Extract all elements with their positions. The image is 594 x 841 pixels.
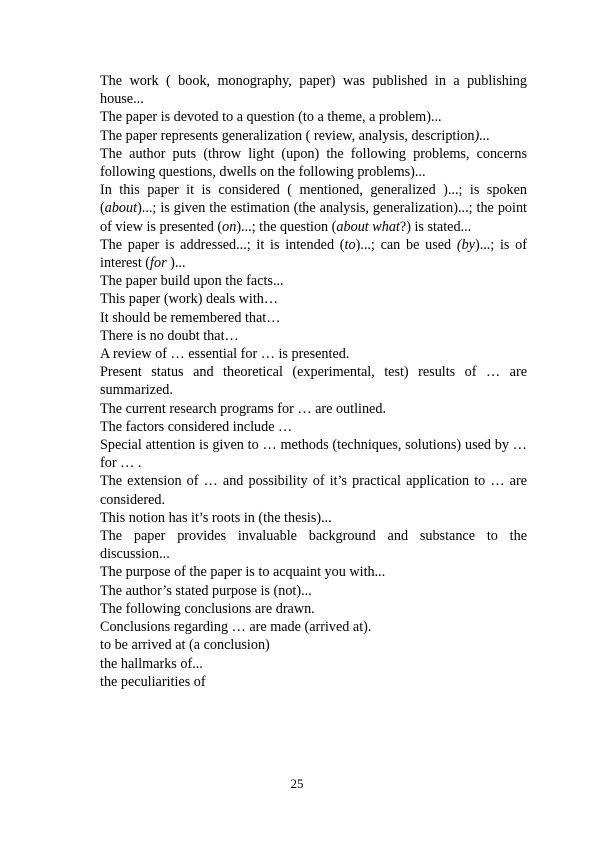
phrase-segment: The author’s stated purpose is (not)... xyxy=(100,582,312,599)
phrase-segment: Present status and theoretical (experimental, test) results of … are summarized. xyxy=(100,364,527,399)
phrase-italic-segment: to xyxy=(344,236,356,253)
phrase-line xyxy=(100,600,527,618)
phrase-line xyxy=(100,673,527,691)
phrase-line xyxy=(100,527,527,563)
phrase-segment: The paper is addressed...; it is intended ( xyxy=(100,236,345,253)
phrase-segment: The purpose of the paper is to acquaint you with... xyxy=(100,564,386,581)
phrase-line xyxy=(100,618,527,636)
phrase-italic-segment: on xyxy=(222,218,237,235)
phrase-segment: the hallmarks of... xyxy=(100,655,203,672)
phrase-line xyxy=(100,636,527,654)
phrase-segment: In this paper it is considered ( mentioned, generalized )...; is spoken ( xyxy=(100,182,527,217)
phrase-italic-segment: )... xyxy=(474,127,490,144)
phrase-line xyxy=(100,127,527,145)
phrase-italic-segment: about xyxy=(104,200,138,217)
phrase-line xyxy=(100,108,527,126)
phrase-segment: The following conclusions are drawn. xyxy=(100,600,315,617)
phrase-segment: The paper build upon the facts... xyxy=(100,273,284,290)
phrase-line xyxy=(100,509,527,527)
phrase-segment: There is no doubt that… xyxy=(100,327,239,344)
phrase-line xyxy=(100,181,527,236)
phrase-segment: The paper provides invaluable background and substance to the discussion... xyxy=(100,528,527,563)
phrase-line xyxy=(100,290,527,308)
phrase-segment: The author puts (throw light (upon) the following problems, concerns following questions, dwells on the following problems)... xyxy=(100,145,527,181)
phrase-line xyxy=(100,272,527,290)
phrase-segment: )...; is of interest ( xyxy=(100,236,527,272)
phrase-italic-segment: about what xyxy=(336,218,400,235)
phrase-line xyxy=(100,145,527,181)
phrase-line xyxy=(100,72,527,108)
phrase-segment: ?) is stated... xyxy=(399,218,472,235)
phrase-segment: )...; the question ( xyxy=(236,218,337,235)
phrase-line xyxy=(100,436,527,472)
phrase-segment: A review of … essential for … is presented. xyxy=(100,346,350,363)
phrase-segment: )...; can be used xyxy=(355,236,457,253)
phrase-segment: The extension of … and possibility of it’s practical application to … are considered. xyxy=(100,473,527,508)
phrase-line xyxy=(100,363,527,399)
phrase-segment: The work ( book, monography, paper) was published in a publishing house... xyxy=(100,73,527,108)
phrase-line xyxy=(100,345,527,363)
page-number: 25 xyxy=(290,776,304,791)
phrase-segment: The paper represents generalization ( review, analysis, description xyxy=(100,127,475,144)
phrase-line xyxy=(100,400,527,418)
phrase-line xyxy=(100,236,527,272)
phrase-segment: to be arrived at (a conclusion) xyxy=(100,637,270,654)
phrase-segment: It should be remembered that… xyxy=(100,309,281,326)
phrase-segment: The current research programs for … are outlined. xyxy=(100,400,386,417)
page-body xyxy=(100,72,527,691)
phrase-segment: )... xyxy=(166,255,186,272)
phrase-line xyxy=(100,327,527,345)
phrase-segment: )...; is given the estimation (the analysis, generalization)...; the point of view is presented ( xyxy=(100,200,527,235)
phrase-italic-segment: for xyxy=(150,255,167,272)
phrase-line xyxy=(100,472,527,508)
phrase-segment: the peculiarities of xyxy=(100,673,206,690)
phrase-segment: The factors considered include … xyxy=(100,418,293,435)
phrase-line xyxy=(100,563,527,581)
phrase-segment: The paper is devoted to a question (to a theme, a problem)... xyxy=(100,109,442,126)
phrase-italic-segment: (by xyxy=(456,236,475,253)
phrase-line xyxy=(100,309,527,327)
phrase-line xyxy=(100,418,527,436)
phrase-segment: Conclusions regarding … are made (arrived at). xyxy=(100,619,372,636)
phrase-line xyxy=(100,582,527,600)
phrase-segment: This paper (work) deals with… xyxy=(100,291,279,308)
phrase-line xyxy=(100,655,527,673)
phrase-segment: This notion has it’s roots in (the thesis)... xyxy=(100,509,332,526)
phrase-segment: Special attention is given to … methods (techniques, solutions) used by … for … . xyxy=(100,437,527,472)
